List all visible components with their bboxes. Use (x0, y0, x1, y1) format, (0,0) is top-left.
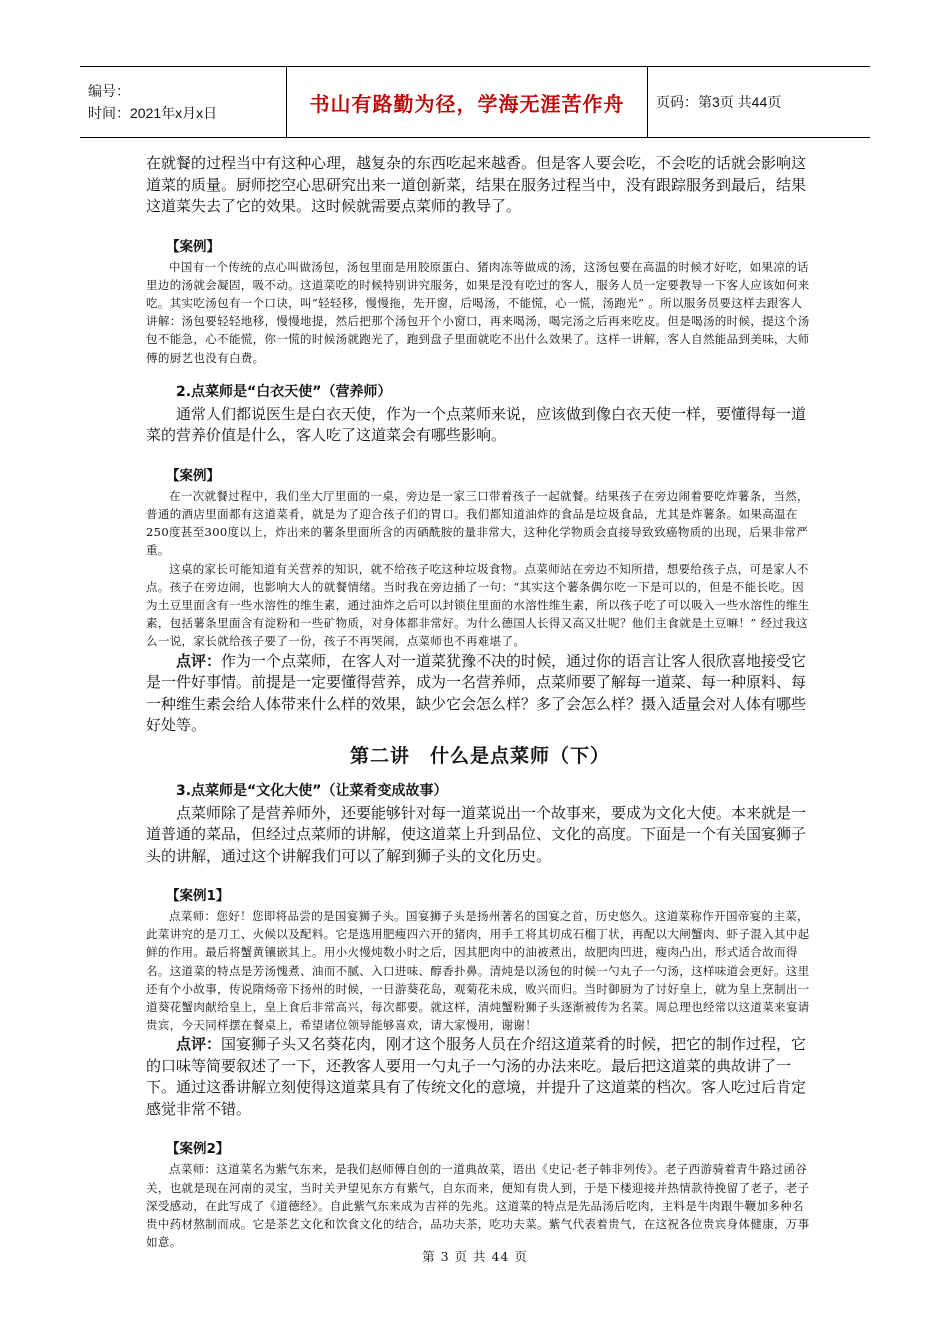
header-left-cell (80, 67, 287, 138)
header-motto: 书山有路勤为径，学海无涯苦作舟 (287, 67, 648, 138)
comment-label: 点评： (176, 1035, 222, 1054)
document-body (146, 153, 814, 1251)
section-paragraph: 通常人们都说医生是白衣天使，作为一个点菜师来说，应该做到像白衣天使一样，要懂得每一道菜的营养价值是什么，客人吃了这道菜会有哪些影响。 (146, 404, 807, 445)
intro-paragraph: 在就餐的过程当中有这种心理，越复杂的东西吃起来越香。但是客人要会吃，不会吃的话就会影响这道菜的质量。厨师挖空心思研究出来一道创新菜，结果在服务过程当中，没有跟踪服务到最后，结果这道菜失去了它的效果。这时候就需要点菜师的教导了。 (146, 154, 807, 215)
section-heading: 3.点菜师是“文化大使”（让菜肴变成故事） (176, 782, 448, 799)
case-text: 中国有一个传统的点心叫做汤包，汤包里面是用胶原蛋白、猪肉冻等做成的汤，这汤包要在高温的时候才好吃，如果凉的话里边的汤就会凝固，吸不动。这道菜吃的时候特别讲究服务，如果是没有吃过的客人，服务人员一定要教导一下客人应该如何来吃。其实吃汤包有一个口诀，叫“轻轻移，慢慢拖，先开窗，后喝汤，不能慌，心一慌，汤跑光” 。所以服务员要这样去跟客人讲解：汤包要轻轻地移，慢慢地提，然后把那个汤包开个小窗口，再来喝汤，喝完汤之后再来吃皮。但是喝汤的时候，提这个汤包不能急，心不能慌，你一慌的时候汤就跑光了，跑到盘子里面就吃不出什么效果了。这样一讲解，客人自然能品到美味，大师傅的厨艺也没有白费。 (146, 259, 810, 365)
lecture-title: 第二讲 什么是点菜师（下） (349, 744, 610, 767)
case-text: 点菜师：您好！您即将品尝的是国宴狮子头。国宴狮子头是扬州著名的国宴之首，历史悠久。这道菜称作开国帝宴的主菜，此菜讲究的是刀工、火候以及配料。它是选用肥瘦四六开的猪肉，用手工将其切成石榴丁状，再配以大闸蟹肉、虾子混入其中起鲜的作用。最后将蟹黄镶嵌其上。用小火慢炖数小时之后，因其肥肉中的油被煮出，故肥肉凹进，瘦肉凸出，形式适合故而得名。这道菜的特点是芳汤愧煮、油而不腻、入口进味、醇香扑鼻。清炖是以汤包的时候一勺丸子一勺汤，这样味道会更好。这里还有个小故事，传说隋炀帝下扬州的时候，一日游葵花岛，观菊花未成，败兴而归。当时御厨为了讨好皇上，就为皇上烹制出一道葵花蟹肉献给皇上，皇上食后非常高兴，每次都要。就这样，清炖蟹粉狮子头逐渐被传为名菜。周总理也经常以这道菜来宴请贵宾，今天同样摆在餐桌上，希望诸位领导能够喜欢，请大家慢用，谢谢！ (146, 909, 810, 1033)
case-text: 点菜师：这道菜名为紫气东来，是我们赵师傅自创的一道典故菜，语出《史记·老子韩非列传》。老子西游骑着青牛路过函谷关，也就是现在河南的灵宝，当时关尹望见东方有紫气，自东而来，便知有贵人到，于是下楼迎接并热情款待挽留了老子，老子深受感动，在此写成了《道德经》。自此紫气东来成为吉祥的先兆。这道菜的特点是先品汤后吃肉，主料是牛肉跟牛鞭加多种名贵中药材熬制而成。它是茶艺文化和饮食文化的结合，品功夫茶，吃功夫菜。紫气代表着贵气，在这祝各位贵宾身体健康，万事如意。 (146, 1162, 810, 1250)
comment-label: 点评： (176, 651, 222, 670)
document-date: 时间：2021年x月x日 (88, 105, 218, 121)
case-label: 【案例】 (166, 238, 220, 255)
case-label: 【案例1】 (166, 888, 230, 905)
comment-text: 国宴狮子头又名葵花肉，刚才这个服务人员在介绍这道菜肴的时候，把它的制作过程，它的口味等简要叙述了一下，还教客人要用一勺丸子一勺汤的办法来吃。最后把这道菜的典故讲了一下。通过这番讲解立刻使得这道菜具有了传统文化的意境，并提升了这道菜的档次。客人吃过后肯定感觉非常不错。 (146, 1035, 807, 1118)
document-number-label: 编号： (88, 83, 130, 99)
header-page-info: 页码：第3页 共44页 (656, 94, 782, 110)
case-label: 【案例2】 (166, 1141, 230, 1158)
case-text: 在一次就餐过程中，我们坐大厅里面的一桌，旁边是一家三口带着孩子一起就餐。结果孩子在旁边闹着要吃炸薯条，当然，普通的酒店里面都有这道菜肴，就是为了迎合孩子们的胃口。我们都知道油炸的食品是垃圾食品，尤其是炸薯条。如果高温在250度甚至300度以上，炸出来的薯条里面所含的丙硒酰胺的量非常大，这种化学物质会直接导致致癌物质的出现，后果非常严重。 (146, 488, 809, 558)
section-paragraph: 点菜师除了是营养师外，还要能够针对每一道菜说出一个故事来，要成为文化大使。本来就是一道普通的菜品，但经过点菜师的讲解，使这道菜上升到品位、文化的高度。下面是一个有关国宴狮子头的讲解，通过这个讲解我们可以了解到狮子头的文化历史。 (146, 803, 807, 865)
case-text: 这桌的家长可能知道有关营养的知识，就不给孩子吃这种垃圾食物。点菜师站在旁边不知所措，想要给孩子点，可是家人不点。孩子在旁边闹，也影响大人的就餐情绪。当时我在旁边插了一句：“其实这个薯条偶尔吃一下是可以的，但是不能长吃。因为土豆里面含有一些水溶性的维生素，通过油炸之后可以封锁住里面的水溶性维生素，所以孩子吃了可以吸入一些水溶性的维生素，包括薯条里面含有淀粉和一些矿物质，对身体都非常好。为什么德国人长得又高又壮呢？他们主食就是土豆嘛！” 经过我这么一说，家长就给孩子要了一份，孩子不再哭闹，点菜师也不再难堪了。 (146, 561, 810, 649)
comment-text: 作为一个点菜师，在客人对一道菜犹豫不决的时候，通过你的语言让客人很欣喜地接受它是一件好事情。前提是一定要懂得营养，成为一名营养师，点菜师要了解每一道菜、每一种原料、每一种维生素会给人体带来什么样的效果，缺少它会怎么样？多了会怎么样？摄入适量会对人体有哪些好处等。 (146, 651, 807, 735)
case-label: 【案例】 (166, 467, 220, 484)
page-header (80, 66, 870, 138)
section-heading: 2.点菜师是“白衣天使”（营养师） (176, 383, 392, 400)
comment-paragraph (146, 1034, 814, 1120)
comment-paragraph (146, 651, 814, 737)
page-footer: 第 3 页 共 44 页 (422, 1249, 528, 1264)
